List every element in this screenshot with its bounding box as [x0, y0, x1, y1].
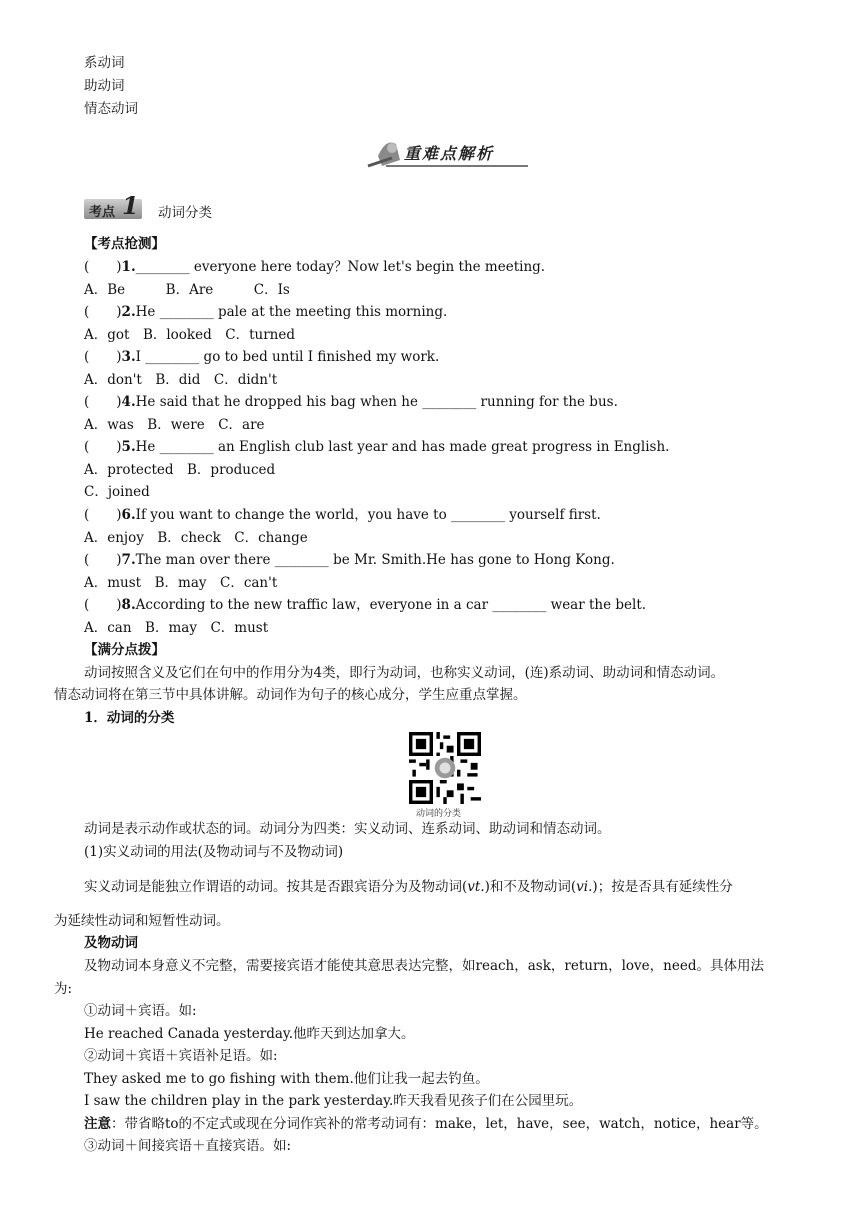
question-1: [84, 258, 545, 276]
subheading-verb-classification: 1．动词的分类: [84, 710, 175, 726]
subheading-usage: (1)实义动词的用法(及物动词与不及物动词): [84, 844, 344, 860]
question-7-options: A．must B．may C．can't: [84, 574, 278, 591]
kaodian-number: 1: [122, 191, 139, 220]
section-banner-title: 重难点解析: [404, 144, 495, 163]
intro-paragraph-line2: 情态动词将在第三节中具体讲解。动词作为句子的核心成分，学生应重点掌握。: [54, 687, 527, 703]
question-3-options: A．don't B．did C．didn't: [84, 371, 278, 388]
qr-caption: 动词的分类: [416, 809, 462, 819]
note-line: [84, 1115, 768, 1133]
example-3: I saw the children play in the park yesterday.昨天我看见孩子们在公园里玩。: [84, 1093, 583, 1109]
question-text: According to the new traffic law，everyone in a car ________ wear the belt.: [135, 597, 647, 613]
question-number: 2.: [121, 304, 136, 320]
question-text: He ________ pale at the meeting this morning.: [135, 304, 448, 320]
rule-2: ②动词＋宾语＋宾语补足语。如:: [84, 1048, 278, 1064]
question-6: [84, 506, 601, 524]
answer-paren[interactable]: ( ): [84, 394, 122, 410]
qr-code-icon: [409, 732, 481, 804]
vi-abbrev: vi.: [576, 879, 593, 895]
question-text: He said that he dropped his bag when he ________ running for the bus.: [135, 394, 618, 410]
rule-3: ③动词＋间接宾语＋直接宾语。如:: [84, 1138, 292, 1154]
notional-verb-paragraph-line1: [84, 878, 733, 896]
notional-verb-text-b: )和不及物动词(: [484, 879, 577, 895]
notional-verb-paragraph-line2: 为延续性动词和短暂性动词。: [54, 913, 230, 929]
transitive-verb-paragraph-line1: 及物动词本身意义不完整，需要接宾语才能使其意思表达完整，如reach，ask，return，love，need。具体用法: [84, 958, 764, 974]
question-number: 7.: [121, 552, 136, 568]
answer-paren[interactable]: ( ): [84, 597, 122, 613]
question-text: ________ everyone here today？Now let's begin the meeting.: [135, 259, 546, 275]
question-number: 1.: [121, 259, 136, 275]
question-8-options: A．can B．may C．must: [84, 619, 269, 636]
answer-paren[interactable]: ( ): [84, 304, 122, 320]
answer-paren[interactable]: ( ): [84, 507, 122, 523]
question-2-options: A．got B．looked C．turned: [84, 326, 295, 343]
question-6-options: A．enjoy B．check C．change: [84, 529, 308, 546]
question-number: 4.: [121, 394, 136, 410]
rule-1: ①动词＋宾语。如:: [84, 1003, 197, 1019]
question-number: 8.: [121, 597, 136, 613]
question-4: [84, 393, 618, 411]
transitive-verb-heading: 及物动词: [84, 935, 138, 951]
question-text: I ________ go to bed until I finished my work.: [135, 349, 440, 365]
example-1: He reached Canada yesterday.他昨天到达加拿大。: [84, 1026, 415, 1042]
list-item-linking-verb: 系动词: [84, 55, 125, 71]
definition-line: 动词是表示动作或状态的词。动词分为四类：实义动词、连系动词、助动词和情态动词。: [84, 821, 611, 837]
transitive-verb-paragraph-line2: 为:: [54, 981, 73, 997]
list-item-modal-verb: 情态动词: [84, 101, 138, 117]
note-text: ：带省略to的不定式或现在分词作宾补的常考动词有：make，let，have，see，watch，notice，hear等。: [111, 1116, 768, 1132]
example-2: They asked me to go fishing with them.他们让我一起去钓鱼。: [84, 1071, 489, 1087]
question-8: [84, 596, 646, 614]
question-number: 3.: [121, 349, 136, 365]
question-5: [84, 438, 669, 456]
notional-verb-text-c: )；按是否具有延续性分: [592, 879, 733, 895]
answer-paren[interactable]: ( ): [84, 439, 122, 455]
section-test-heading: 【考点抢测】: [84, 236, 165, 252]
question-7: [84, 551, 615, 569]
question-number: 5.: [121, 439, 136, 455]
vt-abbrev: vt.: [467, 879, 485, 895]
question-number: 6.: [121, 507, 136, 523]
question-4-options: A．was B．were C．are: [84, 416, 265, 433]
answer-paren[interactable]: ( ): [84, 259, 122, 275]
list-item-auxiliary-verb: 助动词: [84, 78, 125, 94]
intro-paragraph-line1: 动词按照含义及它们在句中的作用分为4类，即行为动词，也称实义动词，(连)系动词、助动词和情态动词。: [84, 665, 725, 681]
question-2: [84, 303, 447, 321]
question-text: If you want to change the world，you have to ________ yourself first.: [135, 507, 601, 523]
section-tips-heading: 【满分点拨】: [84, 642, 165, 658]
question-1-options: A．Be B．Are C．Is: [84, 281, 290, 298]
question-5-options: A．protected B．produced: [84, 461, 276, 478]
question-5-options-line2: C．joined: [84, 484, 150, 500]
answer-paren[interactable]: ( ): [84, 552, 122, 568]
kaodian-label: 考点: [89, 205, 116, 220]
notional-verb-text-a: 实义动词是能独立作谓语的动词。按其是否跟宾语分为及物动词(: [84, 879, 468, 895]
note-label: 注意: [84, 1116, 111, 1132]
question-text: The man over there ________ be Mr. Smith.He has gone to Hong Kong.: [135, 552, 615, 568]
kaodian-title: 动词分类: [158, 205, 212, 221]
answer-paren[interactable]: ( ): [84, 349, 122, 365]
question-3: [84, 348, 439, 366]
question-text: He ________ an English club last year and has made great progress in English.: [135, 439, 670, 455]
